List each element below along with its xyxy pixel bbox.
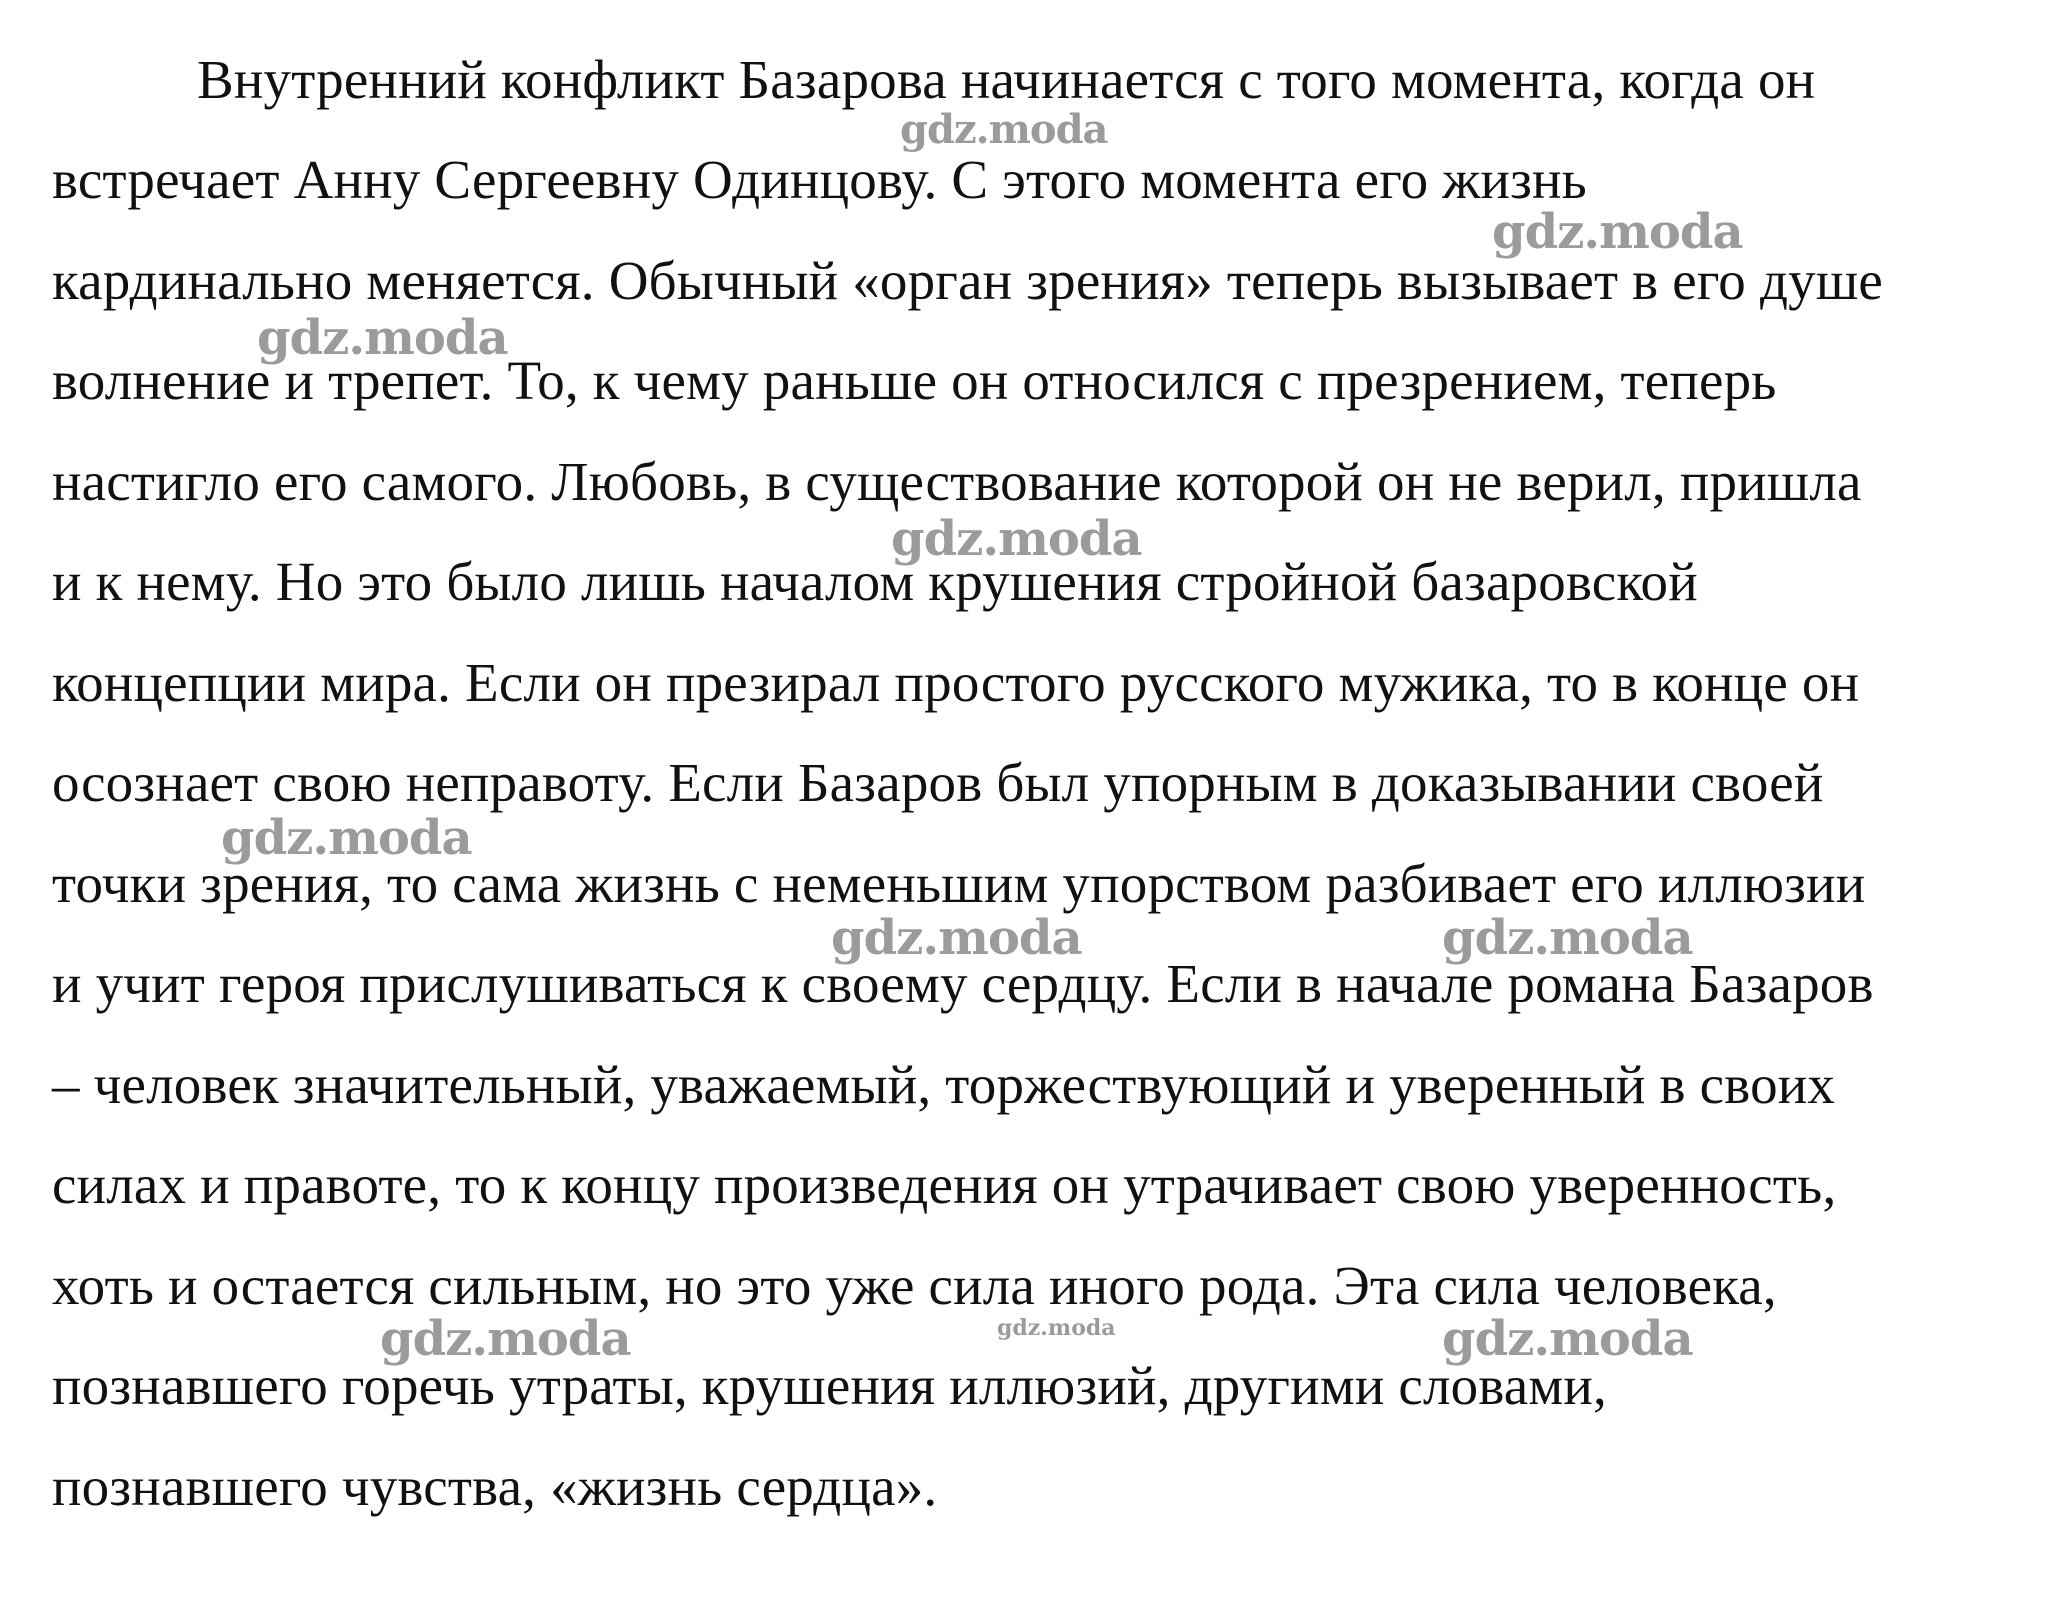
text-line-2: встречает Анну Сергеевну Одинцову. С этого момента его жизнь <box>52 149 1587 210</box>
text-line-14: познавшего горечь утраты, крушения иллюзий, другими словами, <box>52 1355 1608 1416</box>
watermark: gdz.moda <box>900 106 1108 153</box>
text-line-12: силах и правоте, то к концу произведения он утрачивает свою уверенность, <box>52 1154 1837 1215</box>
watermark: gdz.moda <box>1442 910 1693 966</box>
watermark: gdz.moda <box>1492 204 1743 260</box>
text-line-7: концепции мира. Если он презирал простого русского мужика, то в конце он <box>52 652 1860 713</box>
text-line-13: хоть и остается сильным, но это уже сила иного рода. Эта сила человека, <box>52 1255 1777 1316</box>
text-line-1: Внутренний конфликт Базарова начинается с того момента, когда он <box>197 49 1816 110</box>
text-line-15: познавшего чувства, «жизнь сердца». <box>52 1456 938 1517</box>
watermark: gdz.moda <box>221 810 472 866</box>
watermark: gdz.moda <box>380 1311 631 1367</box>
text-line-3: кардинально меняется. Обычный «орган зрения» теперь вызывает в его душе <box>52 250 1883 311</box>
text-line-5: настигло его самого. Любовь, в существование которой он не верил, пришла <box>52 451 1862 512</box>
text-line-8: осознает свою неправоту. Если Базаров был упорным в доказывании своей <box>52 752 1824 813</box>
text-line-10: и учит героя прислушиваться к своему сердцу. Если в начале романа Базаров <box>52 953 1874 1014</box>
watermark: gdz.moda <box>997 1315 1116 1341</box>
watermark: gdz.moda <box>831 910 1082 966</box>
text-line-6: и к нему. Но это было лишь началом крушения стройной базаровской <box>52 551 1698 612</box>
watermark: gdz.moda <box>257 310 508 366</box>
watermark: gdz.moda <box>891 511 1142 567</box>
text-line-11: – человек значительный, уважаемый, торжествующий и уверенный в своих <box>52 1054 1836 1115</box>
watermark: gdz.moda <box>1442 1311 1693 1367</box>
text-line-9: точки зрения, то сама жизнь с неменьшим упорством разбивает его иллюзии <box>52 853 1866 914</box>
text-line-4: волнение и трепет. То, к чему раньше он относился с презрением, теперь <box>52 350 1777 411</box>
